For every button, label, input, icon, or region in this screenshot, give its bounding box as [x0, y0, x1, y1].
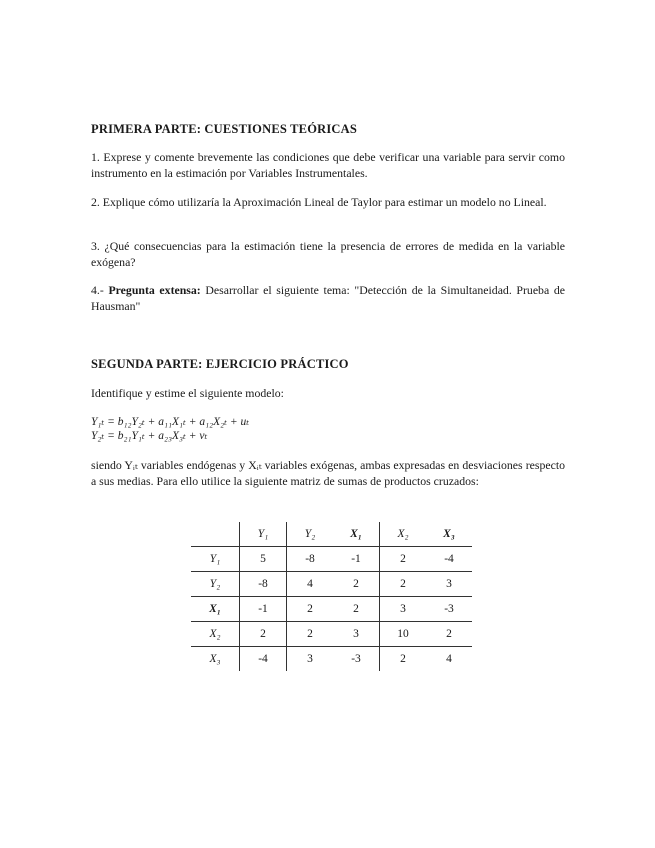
- matrix-cell: -4: [426, 547, 472, 572]
- cross-products-matrix: [191, 522, 472, 671]
- section2-title: SEGUNDA PARTE: EJERCICIO PRÁCTICO: [91, 357, 349, 371]
- matrix-cell: 3: [287, 647, 334, 672]
- col-header: X₁: [350, 528, 362, 540]
- question-1: 1. Exprese y comente brevemente las condiciones que debe verificar una variable para servir como instrumento en la estimación por Variables Instrumentales.: [91, 150, 565, 180]
- matrix-cell: 3: [380, 597, 427, 622]
- matrix-cell: 2: [287, 622, 334, 647]
- matrix-cell: -8: [287, 547, 334, 572]
- matrix-row: [191, 622, 472, 647]
- question-3: 3. ¿Qué consecuencias para la estimación tiene la presencia de errores de medida en la variable exógena?: [91, 239, 565, 269]
- matrix-cell: 2: [380, 647, 427, 672]
- matrix-row: [191, 547, 472, 572]
- matrix-row: [191, 597, 472, 622]
- matrix-cell: 3: [333, 622, 380, 647]
- question-2: 2. Explique cómo utilizaría la Aproximación Lineal de Taylor para estimar un modelo no Lineal.: [91, 195, 547, 209]
- matrix-cell: -8: [240, 572, 287, 597]
- matrix-cell: -1: [240, 597, 287, 622]
- col-header: X₂: [380, 522, 427, 547]
- matrix-cell: 10: [380, 622, 427, 647]
- matrix-corner: [191, 522, 240, 547]
- col-header: Y₁: [240, 522, 287, 547]
- exercise-description: siendo Yᵢₜ variables endógenas y Xᵢₜ variables exógenas, ambas expresadas en desviaciones respecto a sus medias. Para ello utilice la siguiente matriz de sumas de productos cruzados:: [91, 458, 565, 488]
- matrix-cell: 2: [333, 597, 380, 622]
- matrix-cell: 4: [426, 647, 472, 672]
- matrix-row: [191, 572, 472, 597]
- matrix-cell: 4: [287, 572, 334, 597]
- matrix-cell: 2: [380, 547, 427, 572]
- question-4-prefix: 4.-: [91, 283, 109, 297]
- matrix-cell: 2: [287, 597, 334, 622]
- row-header: X₃: [191, 647, 240, 672]
- matrix-cell: -4: [240, 647, 287, 672]
- matrix-row: [191, 647, 472, 672]
- row-header: Y₂: [191, 572, 240, 597]
- section1-title: PRIMERA PARTE: CUESTIONES TEÓRICAS: [91, 122, 358, 136]
- matrix-header-row: [191, 522, 472, 547]
- matrix-cell: -3: [333, 647, 380, 672]
- col-header: Y₂: [287, 522, 334, 547]
- matrix-cell: 2: [240, 622, 287, 647]
- matrix-cell: 3: [426, 572, 472, 597]
- matrix-cell: -3: [426, 597, 472, 622]
- matrix-cell: 5: [240, 547, 287, 572]
- matrix-cell: 2: [426, 622, 472, 647]
- equation-2: Y₂ₜ = b₂₁Y₁ₜ + a₂₃X₃ₜ + vₜ: [91, 430, 208, 442]
- equation-1: Y₁ₜ = b₁₂Y₂ₜ + a₁₁X₁ₜ + a₁₂X₂ₜ + uₜ: [91, 416, 250, 428]
- question-4: [91, 283, 565, 314]
- row-header: Y₁: [191, 547, 240, 572]
- exercise-intro: Identifique y estime el siguiente modelo:: [91, 386, 284, 400]
- question-4-text: Desarrollar el siguiente tema: "Detección de la Simultaneidad. Prueba de Hausman": [91, 283, 565, 313]
- row-header: X₁: [191, 597, 240, 622]
- matrix-cell: 2: [333, 572, 380, 597]
- question-4-bold-label: Pregunta extensa:: [108, 283, 201, 297]
- matrix-cell: -1: [333, 547, 380, 572]
- matrix-cell: 2: [380, 572, 427, 597]
- col-header: X₃: [443, 528, 455, 540]
- row-header: X₂: [191, 622, 240, 647]
